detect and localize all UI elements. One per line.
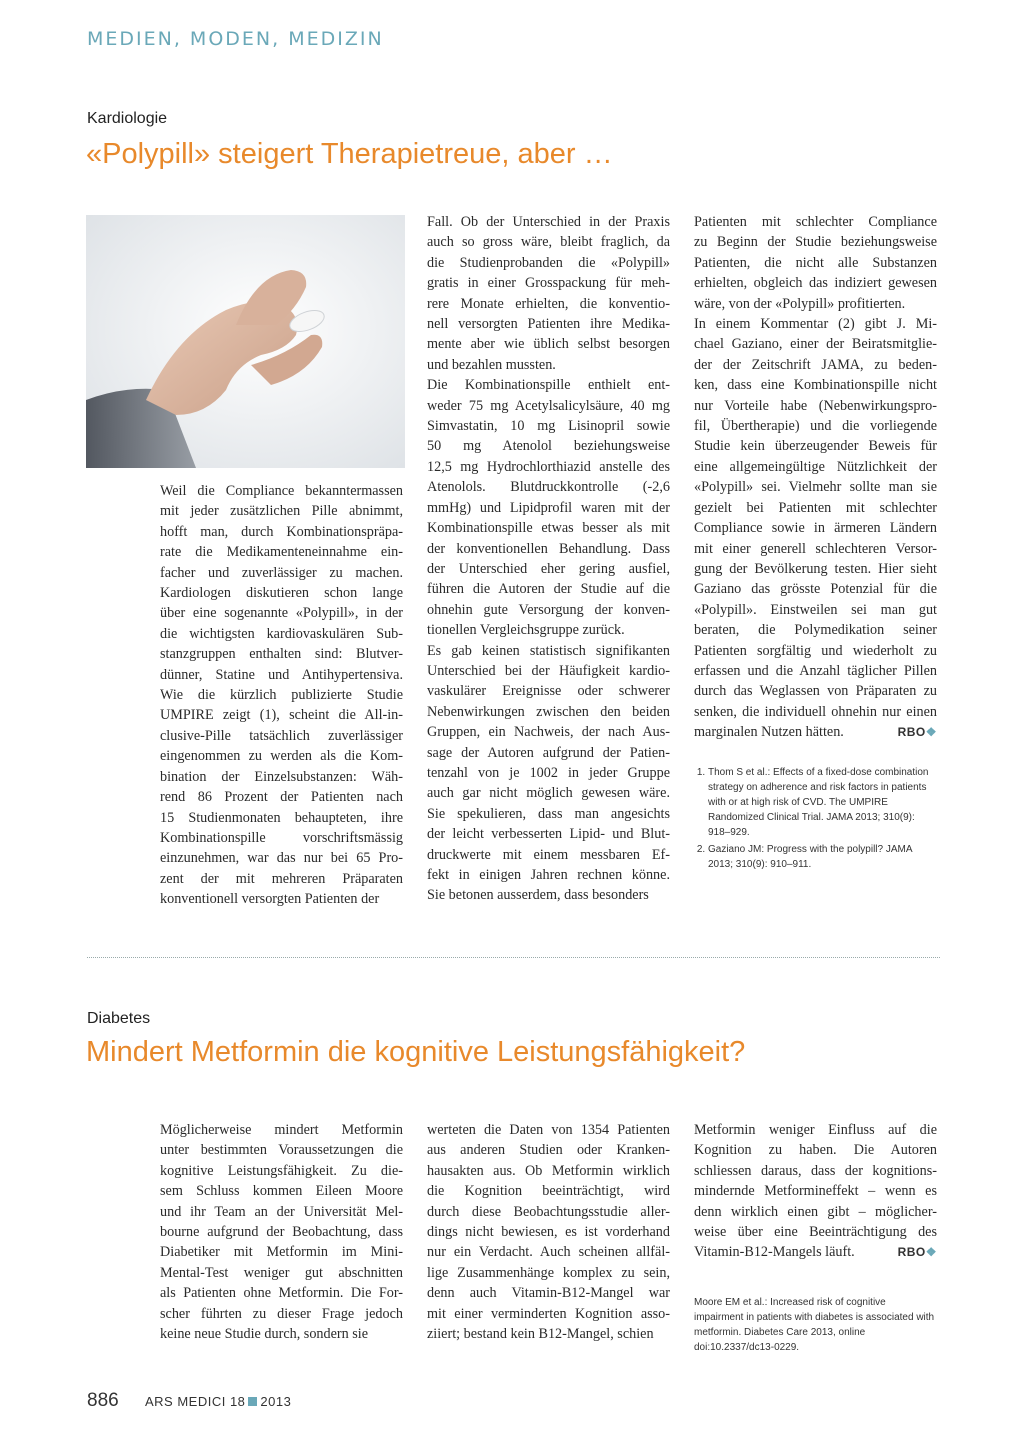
text-line: nur Vorteile habe (Nebenwirkungspro-: [694, 397, 937, 414]
text-line: nell versorgten Patienten ihre Medika-: [427, 316, 670, 333]
text-line: dings nicht bewiesen, es ist vorderhand: [427, 1224, 670, 1241]
text-line: rend 86 Prozent der Patienten nach: [160, 789, 403, 806]
text-line: tenzahl von je 1002 in jeder Gruppe: [427, 764, 670, 781]
text-line: mindernde Metformineffekt – wenn es: [694, 1183, 937, 1200]
text-line: unter bestimmten Voraussetzungen die: [160, 1142, 403, 1159]
text-line: mit einer generell schlechteren Versor-: [694, 540, 937, 557]
diamond-icon: ❖: [925, 1245, 937, 1260]
text-line: durch diese Beobachtungsstudie aller-: [427, 1203, 670, 1220]
author-signature: [898, 722, 937, 742]
text-line: sage der Autoren aufgrund der Patien-: [427, 744, 670, 761]
text-line: über eine sogenannte «Polypill», in der: [160, 605, 403, 622]
text-line: senken, die individuell ohnehin nur einen: [694, 703, 937, 720]
author-signature: [898, 1242, 937, 1262]
text-line: lige Zusammenhänge komplex zu sein,: [427, 1264, 670, 1281]
text-line: Unterschied bei der Häufigkeit kardio-: [427, 662, 670, 679]
text-line: stanzgruppen enthalten sind: Blutver-: [160, 646, 403, 663]
article1-references: [694, 765, 937, 874]
text-line: Sie spekulieren, dass man angesichts: [427, 805, 670, 822]
text-line: ohnehin gute Versorgung der konven-: [427, 601, 670, 618]
text-line: auch so gross wäre, bleibt fraglich, da: [427, 234, 670, 251]
text-line: tionellen Vergleichsgruppe zurück.: [427, 622, 625, 639]
text-line: Die Kombinationspille enthielt ent-: [427, 377, 670, 394]
text-line: fil, Übertherapie) und die vorliegende: [694, 418, 937, 435]
text-line: Gruppen, ein Nachweis, der nach Aus-: [427, 724, 670, 741]
article1-column-2: [427, 212, 670, 906]
text-line: einzunehmen, war das nur bei 65 Pro-: [160, 850, 403, 867]
text-line: 50 mg Atenolol beziehungsweise: [427, 438, 670, 455]
text-line: Es gab keinen statistisch signifikanten: [427, 642, 670, 659]
signature-text: RBO: [897, 725, 926, 740]
text-line: eingenommen zu werden als die Kom-: [160, 748, 403, 765]
text-line: facher und zuverlässiger zu machen.: [160, 564, 403, 581]
text-line: der konventionellen Behandlung. Dass: [427, 540, 670, 557]
text-line: gezielt bei Patienten mit schlechter: [694, 499, 937, 516]
text-line: weder 75 mg Acetylsalicylsäure, 40 mg: [427, 397, 670, 414]
text-line: der Unterschied eher gering ausfiel,: [427, 560, 670, 577]
text-line: In einem Kommentar (2) gibt J. Mi-: [694, 316, 937, 333]
hand-pill-photo: [86, 215, 405, 468]
section-divider: [87, 957, 940, 958]
magazine-name: ARS MEDICI 18: [145, 1394, 246, 1409]
text-line: zent der mit mehreren Präparaten: [160, 870, 403, 887]
magazine-year: 2013: [260, 1394, 292, 1409]
text-line: wäre, von der «Polypill» profitierten.: [694, 295, 906, 312]
text-line: keine neue Studie durch, sondern sie: [160, 1326, 369, 1343]
text-line: die Kognition beeinträchtigt, wird: [427, 1183, 670, 1200]
page-number: 886: [87, 1390, 119, 1411]
text-line: Kardiologen diskutieren schon lange: [160, 585, 403, 602]
text-line: beraten, die Polymedikation seiner: [694, 622, 937, 639]
square-separator-icon: [248, 1397, 257, 1406]
article1-column-1: [160, 481, 403, 910]
text-line: der der Zeitschrift JAMA, zu beden-: [694, 356, 937, 373]
text-line: Kombinationspille etwas besser als mit: [427, 520, 670, 537]
text-line: erhielten, obgleich das indiziert gewesen: [694, 275, 937, 292]
text-line: bourne aufgrund der Beobachtung, dass: [160, 1224, 403, 1241]
text-line: Diabetiker mit Metformin im Mini-: [160, 1244, 403, 1261]
text-line: Wie die kürzlich publizierte Studie: [160, 687, 403, 704]
text-line: marginalen Nutzen hätten. RBO❖: [694, 722, 937, 742]
text-line: und bezahlen mussten.: [427, 356, 556, 373]
text-line: ziiert; bestand kein B12-Mangel, schien: [427, 1326, 654, 1343]
text-line: nur ein Verdacht. Auch scheinen allfäl-: [427, 1244, 670, 1261]
text-line: denn wirklich einen gibt – möglicher-: [694, 1203, 937, 1220]
text-line: weise über eine Beeinträchtigung des: [694, 1224, 937, 1241]
text-line: denn auch Vitamin-B12-Mangel war: [427, 1285, 670, 1302]
text-line: Patienten mit schlechter Compliance: [694, 214, 937, 230]
text-line: mente aber wie üblich selbst besorgen: [427, 336, 670, 353]
article2-column-3: [694, 1120, 937, 1263]
signature-text: RBO: [897, 1245, 926, 1260]
text-line: durch das Weglassen von Präparaten zu: [694, 683, 937, 700]
text-line: schliessen daraus, dass der kognitions-: [694, 1162, 937, 1179]
text-line: Studie kein überzeugender Beweis für: [694, 438, 937, 455]
article2-kicker: Diabetes: [87, 1010, 151, 1027]
diamond-icon: ❖: [925, 725, 937, 740]
text-line: UMPIRE zeigt (1), scheint die All-in-: [160, 707, 403, 724]
text-line: aus anderen Studien oder Kranken-: [427, 1142, 670, 1159]
text-line: eine allgemeingültige Nützlichkeit der: [694, 458, 937, 475]
text-line: Metformin weniger Einfluss auf die: [694, 1122, 937, 1138]
article2-column-2: [427, 1120, 670, 1344]
text-line: die wichtigsten kardiovaskulären Sub-: [160, 625, 403, 642]
text-line: Kombinationspille vorschriftsmässig: [160, 829, 403, 846]
text-line: Atenolols. Blutdruckkontrolle (-2,6: [427, 479, 670, 496]
text-line: werteten die Daten von 1354 Patienten: [427, 1122, 670, 1138]
text-line: Kognition zu haben. Die Autoren: [694, 1142, 937, 1159]
text-line: Sie betonen ausserdem, dass besonders: [427, 887, 649, 904]
text-line: auch gar nicht möglich gewesen wäre.: [427, 785, 670, 802]
text-line: dünner, Statine und Antihypertensiva.: [160, 666, 403, 683]
text-line: konventionell versorgten Patienten der: [160, 891, 380, 908]
text-line: Patienten sorgfältig und wiederholt zu: [694, 642, 937, 659]
text-line: gung der Bevölkerung testen. Hier sieht: [694, 560, 937, 577]
text-line: gratis in einer Grosspackung für meh-: [427, 275, 670, 292]
text-line: mmHg) und Lipidprofil waren mit der: [427, 499, 670, 516]
text-line: zu Beginn der Studie beziehungsweise: [694, 234, 937, 251]
article2-column-1: [160, 1120, 403, 1344]
text-line: vaskulärer Ereignisse oder schwerer: [427, 683, 670, 700]
article1-column-3: [694, 212, 937, 743]
text-line: der leicht verbesserten Lipid- und Blut-: [427, 826, 670, 843]
section-header: MEDIEN, MODEN, MEDIZIN: [87, 28, 384, 50]
text-line: hausakten aus. Ob Metformin wirklich: [427, 1162, 670, 1179]
reference-item: 1. Thom S et al.: Effects of a fixed-dose combination strategy on adherence and risk factors in patients with or at high risk of CVD. The UMPIRE Randomized Clinical Trial. JAMA 2013; 310(9): 918–929.: [708, 765, 937, 840]
text-line: kognitive Leistungsfähigkeit. Zu die-: [160, 1162, 403, 1179]
text-line: führen die Autoren der Studie auf die: [427, 581, 670, 598]
text-line: fekt in einigen Jahren rechnen könne.: [427, 867, 670, 883]
text-line: erfassen und die Anzahl täglicher Pillen: [694, 662, 937, 679]
text-line: «Polypill» sei. Vielmehr sollte man sie: [694, 479, 937, 496]
article1-kicker: Kardiologie: [87, 110, 168, 127]
text-line: Mental-Test weniger gut abschnitten: [160, 1264, 403, 1281]
text-line: scher führten zu dieser Frage jedoch: [160, 1305, 403, 1322]
text-line: Patienten, die nicht alle Substanzen: [694, 254, 937, 271]
text-line: chael Gaziano, einer der Beiratsmitglie-: [694, 336, 937, 353]
text-line: Nebenwirkungen zwischen den beiden: [427, 703, 670, 720]
article1-title: «Polypill» steigert Therapietreue, aber …: [86, 138, 613, 170]
text-line: 12,5 mg Hydrochlorthiazid anstelle des: [427, 458, 670, 475]
text-line: druckwerte mit einem messbaren Ef-: [427, 846, 670, 863]
text-line: Compliance sowie in ärmeren Ländern: [694, 520, 937, 537]
text-line: als Patienten ohne Metformin. Die For-: [160, 1285, 403, 1302]
magazine-issue: [145, 1394, 291, 1409]
text-line: «Polypill». Einstweilen sei man gut: [694, 601, 937, 618]
text-line: Gaziano das grösste Potenzial für die: [694, 581, 937, 598]
text-line: Möglicherweise mindert Metformin: [160, 1122, 403, 1138]
text-line: sem Schluss kommen Eileen Moore: [160, 1183, 403, 1200]
text-line: Simvastatin, 10 mg Lisinopril sowie: [427, 418, 670, 435]
text-line: Fall. Ob der Unterschied in der Praxis: [427, 214, 670, 230]
text-line: und ihr Team an der Universität Mel-: [160, 1203, 403, 1220]
text-line: mit jeder zusätzlichen Pille abnimmt,: [160, 503, 403, 520]
article2-reference: Moore EM et al.: Increased risk of cognitive impairment in patients with diabetes is associated with metformin. Diabetes Care 2013, online doi:10.2337/dc13-0229.: [694, 1297, 935, 1353]
text-line: die Studienprobanden die «Polypill»: [427, 254, 670, 271]
text-line: rere Monate erhielten, die konventio-: [427, 295, 670, 312]
text-line: ken, dass eine Kombinationspille nicht: [694, 377, 937, 394]
text-line: Vitamin-B12-Mangels läuft. RBO❖: [694, 1242, 937, 1262]
text-line: Weil die Compliance bekanntermassen: [160, 483, 403, 499]
text-line: mit einer verminderten Kognition asso-: [427, 1305, 670, 1322]
article2-title: Mindert Metformin die kognitive Leistungsfähigkeit?: [86, 1036, 746, 1068]
text-line: 15 Studienmonaten behaupteten, ihre: [160, 809, 403, 826]
text-line: bination der Einzelsubstanzen: Wäh-: [160, 768, 403, 785]
text-line: rate die Medikamenteneinnahme ein-: [160, 544, 403, 561]
text-line: clusive-Pille tatsächlich zuverlässiger: [160, 727, 403, 744]
reference-item: 2. Gaziano JM: Progress with the polypill? JAMA 2013; 310(9): 910–911.: [708, 842, 937, 872]
text-line: hofft man, durch Kombinationspräpa-: [160, 523, 403, 540]
